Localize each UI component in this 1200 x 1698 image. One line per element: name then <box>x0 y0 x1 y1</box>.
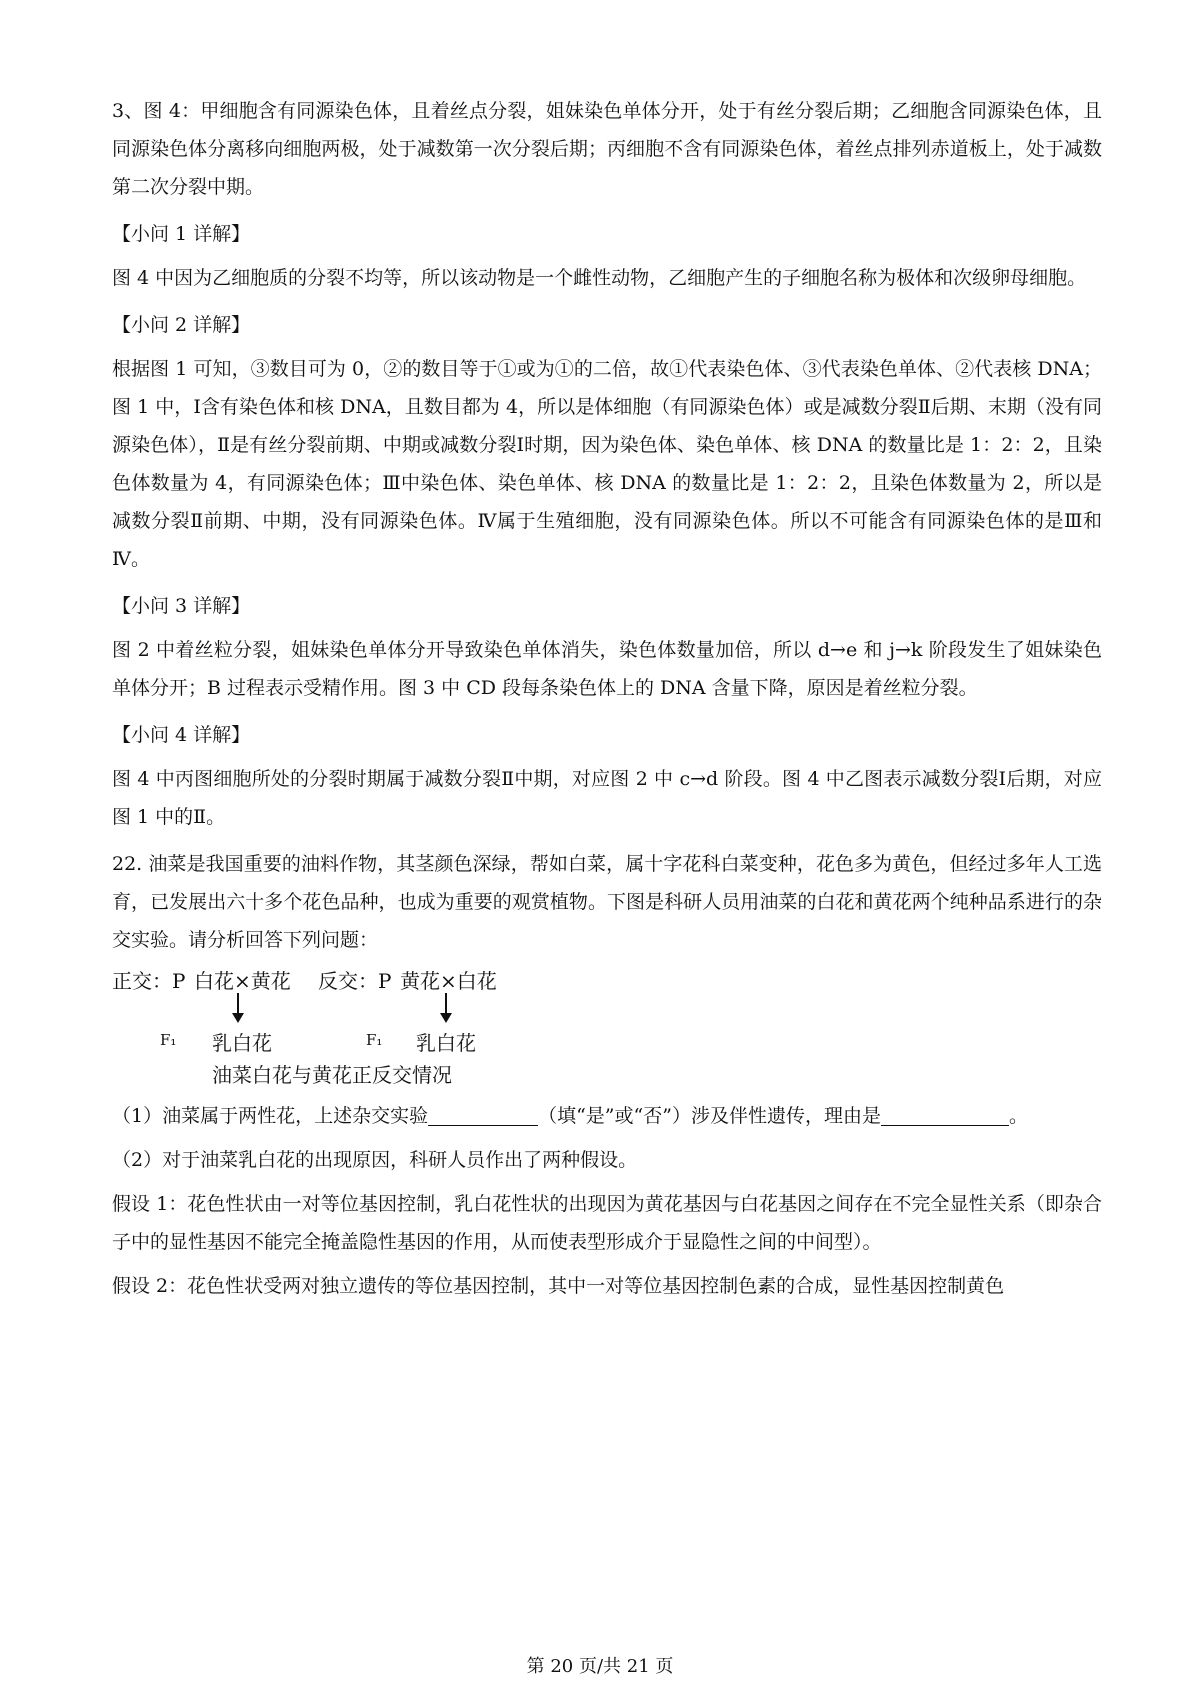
reverse-f1-label: F₁ <box>366 1031 383 1049</box>
subquestion-4-answer: 图 4 中丙图细胞所处的分裂时期属于减数分裂Ⅱ中期，对应图 2 中 c→d 阶段。图 4 中乙图表示减数分裂Ⅰ后期，对应图 1 中的Ⅱ。 <box>112 768 1102 828</box>
forward-cross-label: 正交：P <box>112 969 186 993</box>
answer-blank-1[interactable] <box>428 1105 538 1126</box>
q1-text-b: （填“是”或“否”）涉及伴性遗传，理由是 <box>538 1105 881 1127</box>
page-content <box>112 92 1102 1311</box>
reverse-f1-result: 乳白花 <box>416 1031 476 1055</box>
question-22-stem: 22. 油菜是我国重要的油料作物，其茎颜色深绿，帮如白菜，属十字花科白菜变种，花色多为黄色，但经过多年人工选育，已发展出六十多个花色品种，也成为重要的观赏植物。下图是科研人员用油菜的白花和黄花两个纯种品系进行的杂交实验。请分析回答下列问题： <box>112 853 1102 951</box>
answer-blank-2[interactable] <box>881 1105 1009 1126</box>
paragraph-point-3: 3、图 4：甲细胞含有同源染色体，且着丝点分裂，姐妹染色单体分开，处于有丝分裂后期；乙细胞含同源染色体，且同源染色体分离移向细胞两极，处于减数第一次分裂后期；丙细胞不含有同源染色体，着丝点排列赤道板上，处于减数第二次分裂中期。 <box>112 100 1102 198</box>
reverse-cross-parents: 黄花×白花 <box>400 969 497 993</box>
forward-arrow-icon <box>237 993 239 1021</box>
subquestion-1-answer: 图 4 中因为乙细胞质的分裂不均等，所以该动物是一个雌性动物，乙细胞产生的子细胞名称为极体和次级卵母细胞。 <box>112 267 1087 289</box>
subquestion-2-answer: 根据图 1 可知，③数目可为 0，②的数目等于①或为①的二倍，故①代表染色体、③代表染色单体、②代表核 DNA；图 1 中，Ⅰ含有染色体和核 DNA，且数目都为 4，所以是体细胞（有同源染色体）或是减数分裂Ⅱ后期、末期（没有同源染色体），Ⅱ是有丝分裂前期、中期或减数分裂Ⅰ时期，因为染色体、染色单体、核 DNA 的数量比是 1：2：2，且染色体数量为 4，有同源染色体；Ⅲ中染色体、染色单体、核 DNA 的数量比是 1：2：2，且染色体数量为 2，所以是减数分裂Ⅱ前期、中期，没有同源染色体。Ⅳ属于生殖细胞，没有同源染色体。所以不可能含有同源染色体的是Ⅲ和Ⅳ。 <box>112 358 1102 570</box>
page-footer: 第 20 页/共 21 页 <box>526 1656 674 1677</box>
subquestion-2-heading: 【小问 2 详解】 <box>112 314 251 336</box>
subquestion-3-heading: 【小问 3 详解】 <box>112 595 251 617</box>
diagram-caption: 油菜白花与黄花正反交情况 <box>212 1063 452 1087</box>
subquestion-4-heading: 【小问 4 详解】 <box>112 724 251 746</box>
question-22-part-1 <box>112 1097 1102 1135</box>
hypothesis-2: 假设 2：花色性状受两对独立遗传的等位基因控制，其中一对等位基因控制色素的合成，显性基因控制黄色 <box>112 1275 1005 1297</box>
q1-text-a: （1）油菜属于两性花，上述杂交实验 <box>112 1105 429 1127</box>
cross-diagram <box>112 965 1102 1093</box>
forward-f1-label: F₁ <box>160 1031 177 1049</box>
hypothesis-1: 假设 1：花色性状由一对等位基因控制，乳白花性状的出现因为黄花基因与白花基因之间存在不完全显性关系（即杂合子中的显性基因不能完全掩盖隐性基因的作用，从而使表型形成介于显隐性之间的中间型）。 <box>112 1193 1102 1253</box>
subquestion-1-heading: 【小问 1 详解】 <box>112 223 251 245</box>
reverse-cross-label: 反交：P <box>318 969 392 993</box>
subquestion-3-answer: 图 2 中着丝粒分裂，姐妹染色单体分开导致染色单体消失，染色体数量加倍，所以 d→e 和 j→k 阶段发生了姐妹染色单体分开；B 过程表示受精作用。图 3 中 CD 段每条染色体上的 DNA 含量下降，原因是着丝粒分裂。 <box>112 639 1102 699</box>
forward-f1-result: 乳白花 <box>212 1031 272 1055</box>
forward-cross-parents: 白花×黄花 <box>194 969 291 993</box>
question-22-part-2: （2）对于油菜乳白花的出现原因，科研人员作出了两种假设。 <box>112 1149 638 1171</box>
q1-text-c: 。 <box>1008 1105 1028 1127</box>
reverse-arrow-icon <box>445 993 447 1021</box>
